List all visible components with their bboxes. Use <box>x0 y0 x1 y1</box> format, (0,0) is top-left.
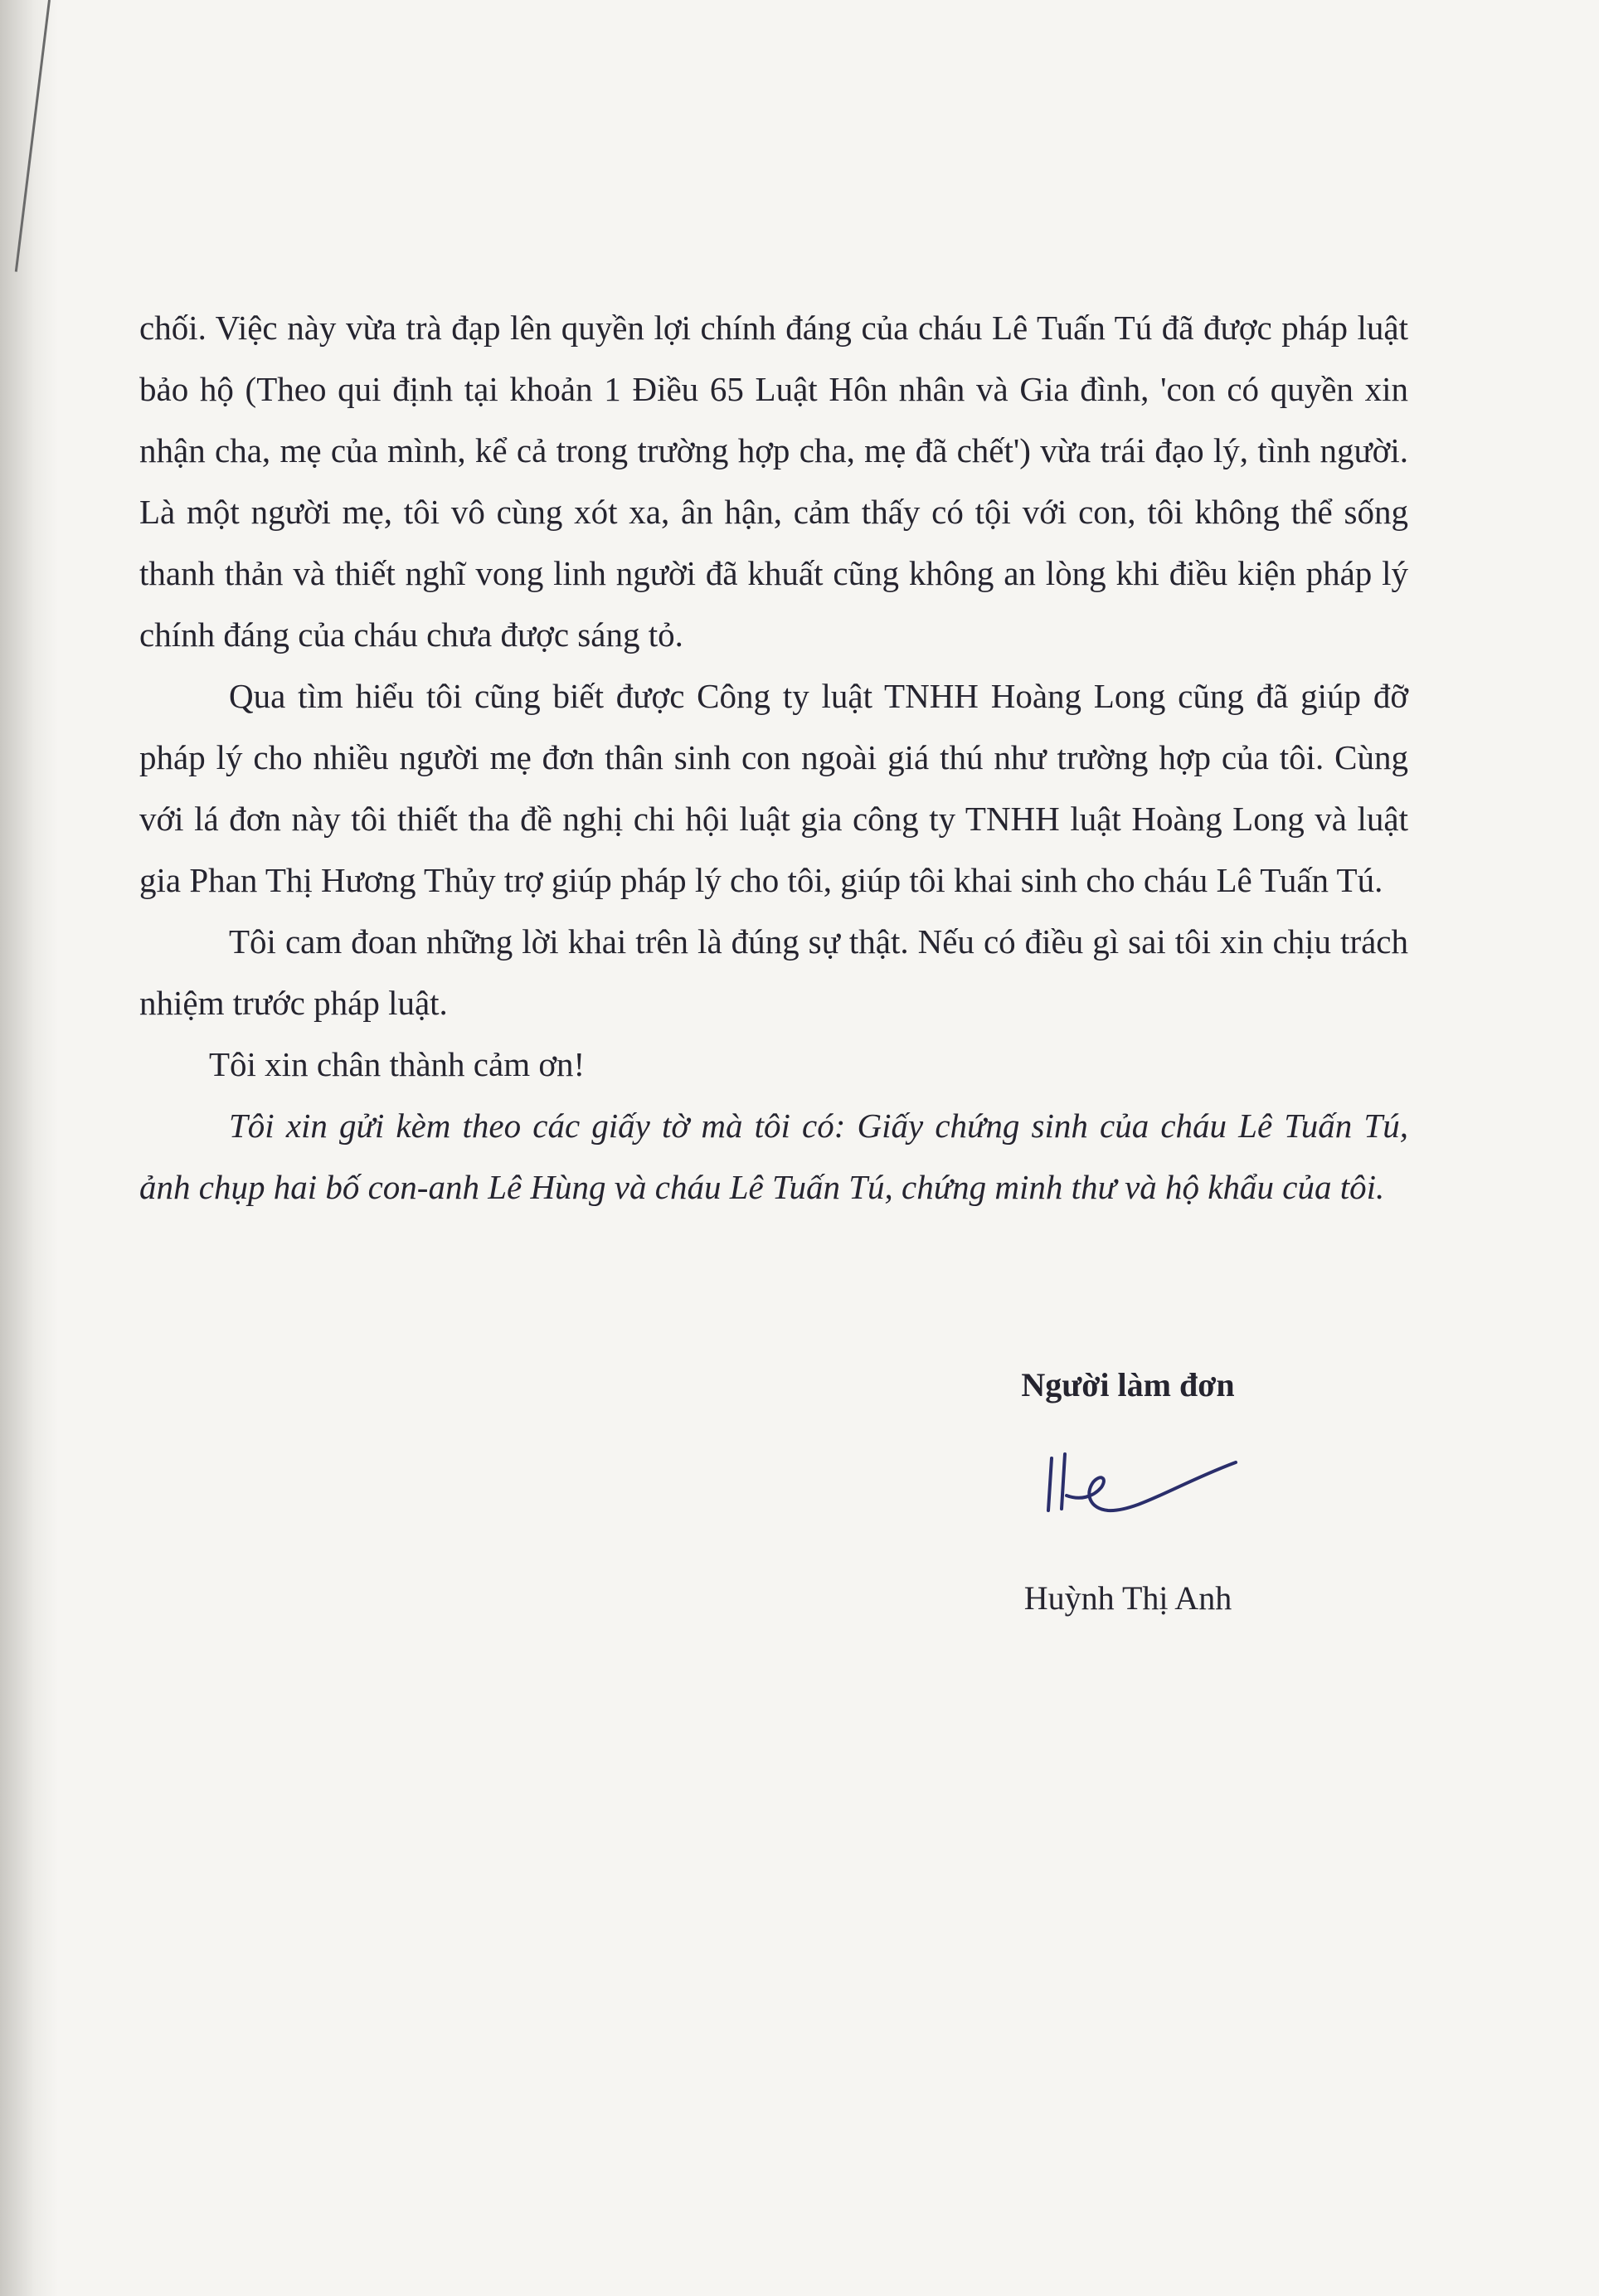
applicant-title: Người làm đơn <box>1021 1366 1235 1403</box>
paragraph-commitment: Tôi cam đoan những lời khai trên là đúng sự thật. Nếu có điều gì sai tôi xin chịu trách nhiệm trước pháp luật. <box>139 922 1408 1022</box>
paragraph-attachments: Tôi xin gửi kèm theo các giấy tờ mà tôi có: Giấy chứng sinh của cháu Lê Tuấn Tú, ảnh chụp hai bố con-anh Lê Hùng và cháu Lê Tuấn Tú, chứng minh thư và hộ khẩu của tôi. <box>139 1107 1408 1206</box>
paragraph-refusal: chối. Việc này vừa trà đạp lên quyền lợi chính đáng của cháu Lê Tuấn Tú đã được pháp luật bảo hộ (Theo qui định tại khoản 1 Điều 65 Luật Hôn nhân và Gia đình, 'con có quyền xin nhận cha, mẹ của mình, kể cả trong trường hợp cha, mẹ đã chết') vừa trái đạo lý, tình người. Là một người mẹ, tôi vô cùng xót xa, ân hận, cảm thấy có tội với con, tôi không thể sống thanh thản và thiết nghĩ vong linh người đã khuất cũng không an lòng khi điều kiện pháp lý chính đáng của cháu chưa được sáng tỏ. <box>139 309 1408 654</box>
signature-block <box>954 1365 1302 1617</box>
applicant-name: Huỳnh Thị Anh <box>1023 1579 1232 1617</box>
handwritten-signature <box>1028 1437 1244 1529</box>
paragraph-thanks: Tôi xin chân thành cảm ơn! <box>209 1045 586 1083</box>
letter-body <box>139 297 1408 1218</box>
paragraph-request: Qua tìm hiểu tôi cũng biết được Công ty luật TNHH Hoàng Long cũng đã giúp đỡ pháp lý cho nhiều người mẹ đơn thân sinh con ngoài giá thú như trường hợp của tôi. Cùng với lá đơn này tôi thiết tha đề nghị chi hội luật gia công ty TNHH luật Hoàng Long và luật gia Phan Thị Hương Thủy trợ giúp pháp lý cho tôi, giúp tôi khai sinh cho cháu Lê Tuấn Tú. <box>139 677 1408 899</box>
